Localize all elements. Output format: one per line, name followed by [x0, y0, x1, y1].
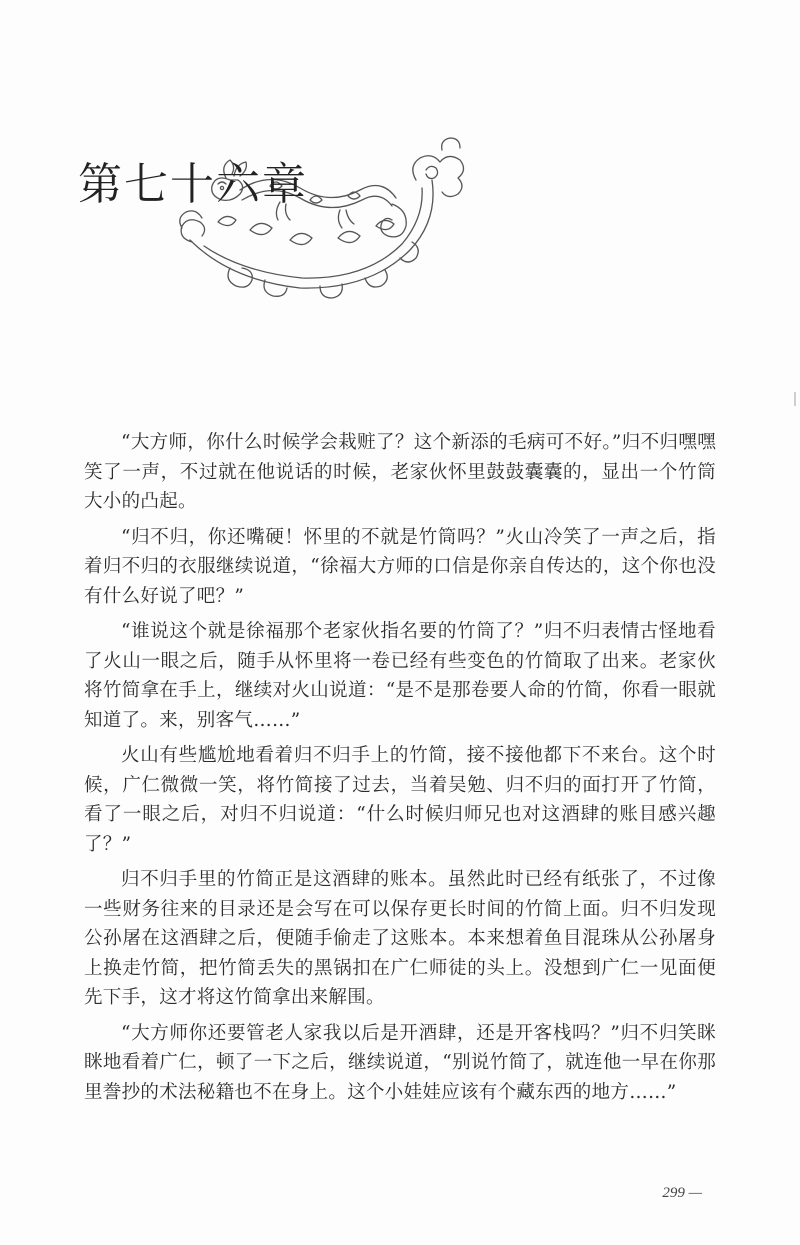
paragraph: 归不归手里的竹简正是这酒肆的账本。虽然此时已经有纸张了，不过像一些财务往来的目录还是会写在可以保存更长时间的竹简上面。归不归发现公孙屠在这酒肆之后，便随手偷走了这账本。本来想着鱼目混珠从公孙屠身上换走竹简，把竹简丢失的黑锅扣在广仁师徒的头上。没想到广仁一见面便先下手，这才将这竹简拿出来解围。: [84, 869, 716, 1008]
paragraph: “大方师，你什么时候学会栽赃了？这个新添的毛病可不好。”归不归嘿嘿笑了一声，不过就在他说话的时候，老家伙怀里鼓鼓囊囊的，显出一个竹筒大小的凸起。: [84, 432, 716, 512]
chapter-body: [84, 428, 716, 1113]
paragraph: “大方师你还要管老人家我以后是开酒肆，还是开客栈吗？”归不归笑眯眯地看着广仁，顿了一下之后，继续说道，“别说竹简了，就连他一早在你那里誊抄的术法秘籍也不在身上。这个小娃娃应该有个藏东西的地方……”: [84, 1022, 716, 1103]
paragraph: “归不归，你还嘴硬！怀里的不就是竹筒吗？”火山冷笑了一声之后，指着归不归的衣服继续说道，“徐福大方师的口信是你亲自传达的，这个你也没有什么好说了吧？”: [84, 526, 716, 607]
page-number: 299 —: [662, 1185, 702, 1201]
chapter-title: 第七十六章: [78, 159, 308, 210]
paragraph: “谁说这个就是徐福那个老家伙指名要的竹筒了？”归不归表情古怪地看了火山一眼之后，随手从怀里将一卷已经有些变色的竹简取了出来。老家伙将竹简拿在手上，继续对火山说道：“是不是那卷要人命的竹简，你看一眼就知道了。来，别客气……”: [84, 621, 716, 731]
paragraph: 火山有些尴尬地看着归不归手上的竹简，接不接他都下不来台。这个时候，广仁微微一笑，将竹简接了过去，当着吴勉、归不归的面打开了竹简，看了一眼之后，对归不归说道：“什么时候归师兄也对这酒肆的账目感兴趣了？”: [84, 745, 716, 855]
chapter-header: [78, 130, 478, 300]
page-edge-mark: [794, 392, 796, 406]
